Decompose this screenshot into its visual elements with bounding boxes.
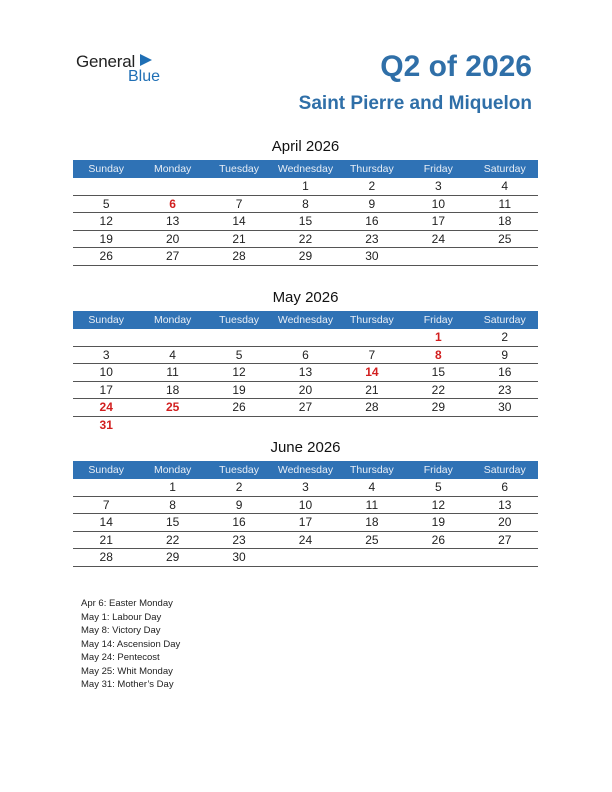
weekday-header: Thursday: [339, 461, 405, 479]
empty-day-cell: [472, 416, 538, 433]
day-cell: 30: [339, 248, 405, 266]
empty-day-cell: [339, 416, 405, 433]
day-cell: 30: [206, 549, 272, 567]
day-cell: 17: [272, 514, 338, 532]
day-cell: 13: [272, 364, 338, 382]
day-cell: 15: [139, 514, 205, 532]
weekday-header-row: [73, 311, 538, 329]
day-cell: 29: [272, 248, 338, 266]
day-cell: 13: [472, 496, 538, 514]
empty-day-cell: [139, 329, 205, 346]
day-cell: 21: [206, 230, 272, 248]
day-cell: 7: [339, 346, 405, 364]
empty-day-cell: [272, 329, 338, 346]
day-cell: 6: [139, 195, 205, 213]
day-cell: 20: [272, 381, 338, 399]
week-row: [73, 230, 538, 248]
weekday-header: Friday: [405, 160, 471, 178]
day-cell: 25: [339, 531, 405, 549]
day-cell: 19: [405, 514, 471, 532]
empty-day-cell: [73, 329, 139, 346]
day-cell: 3: [272, 479, 338, 496]
day-cell: 1: [272, 178, 338, 195]
day-cell: 2: [472, 329, 538, 346]
empty-day-cell: [472, 248, 538, 266]
empty-day-cell: [139, 178, 205, 195]
weekday-header: Sunday: [73, 160, 139, 178]
weekday-header: Thursday: [339, 160, 405, 178]
day-cell: 24: [272, 531, 338, 549]
day-cell: 4: [339, 479, 405, 496]
weekday-header: Sunday: [73, 461, 139, 479]
day-cell: 5: [73, 195, 139, 213]
day-cell: 29: [405, 399, 471, 417]
day-cell: 30: [472, 399, 538, 417]
logo-text-general: General: [76, 52, 136, 71]
weekday-header: Monday: [139, 461, 205, 479]
empty-day-cell: [272, 549, 338, 567]
month-april: [73, 137, 538, 266]
week-row: [73, 248, 538, 266]
empty-day-cell: [472, 549, 538, 567]
week-row: [73, 549, 538, 567]
week-row: [73, 479, 538, 496]
empty-day-cell: [139, 416, 205, 433]
day-cell: 11: [472, 195, 538, 213]
logo-text-blue: Blue: [128, 68, 161, 85]
day-cell: 15: [272, 213, 338, 231]
weekday-header: Saturday: [472, 461, 538, 479]
day-cell: 20: [139, 230, 205, 248]
holiday-note: May 25: Whit Monday: [81, 665, 173, 677]
page-title: Q2 of 2026: [380, 50, 532, 83]
day-cell: 16: [206, 514, 272, 532]
day-cell: 8: [272, 195, 338, 213]
day-cell: 25: [139, 399, 205, 417]
day-cell: 10: [405, 195, 471, 213]
day-cell: 14: [206, 213, 272, 231]
day-cell: 24: [405, 230, 471, 248]
day-cell: 7: [73, 496, 139, 514]
weekday-header: Wednesday: [272, 311, 338, 329]
week-row: [73, 496, 538, 514]
day-cell: 28: [339, 399, 405, 417]
week-row: [73, 213, 538, 231]
calendar-table: [73, 160, 538, 266]
day-cell: 10: [73, 364, 139, 382]
day-cell: 28: [73, 549, 139, 567]
day-cell: 26: [206, 399, 272, 417]
week-row: [73, 514, 538, 532]
day-cell: 24: [73, 399, 139, 417]
day-cell: 29: [139, 549, 205, 567]
weekday-header: Saturday: [472, 311, 538, 329]
day-cell: 26: [405, 531, 471, 549]
weekday-header: Wednesday: [272, 461, 338, 479]
weekday-header: Friday: [405, 461, 471, 479]
holiday-note: May 24: Pentecost: [81, 652, 160, 663]
day-cell: 27: [272, 399, 338, 417]
day-cell: 26: [73, 248, 139, 266]
day-cell: 5: [206, 346, 272, 364]
day-cell: 5: [405, 479, 471, 496]
weekday-header: Wednesday: [272, 160, 338, 178]
day-cell: 22: [139, 531, 205, 549]
empty-day-cell: [339, 549, 405, 567]
day-cell: 12: [73, 213, 139, 231]
day-cell: 16: [472, 364, 538, 382]
week-row: [73, 346, 538, 364]
month-june: [73, 438, 538, 567]
day-cell: 13: [139, 213, 205, 231]
holiday-note: May 31: Mother’s Day: [81, 679, 174, 690]
day-cell: 3: [405, 178, 471, 195]
day-cell: 22: [272, 230, 338, 248]
month-title: May 2026: [272, 289, 339, 306]
weekday-header: Monday: [139, 311, 205, 329]
day-cell: 10: [272, 496, 338, 514]
weekday-header: Saturday: [472, 160, 538, 178]
day-cell: 3: [73, 346, 139, 364]
day-cell: 4: [472, 178, 538, 195]
month-may: [73, 288, 538, 433]
day-cell: 21: [339, 381, 405, 399]
day-cell: 21: [73, 531, 139, 549]
day-cell: 23: [472, 381, 538, 399]
week-row: [73, 364, 538, 382]
holiday-notes: [81, 597, 180, 692]
day-cell: 17: [73, 381, 139, 399]
day-cell: 9: [339, 195, 405, 213]
day-cell: 20: [472, 514, 538, 532]
weekday-header-row: [73, 160, 538, 178]
holiday-note: May 14: Ascension Day: [81, 638, 181, 650]
empty-day-cell: [339, 329, 405, 346]
empty-day-cell: [206, 329, 272, 346]
empty-day-cell: [73, 479, 139, 496]
month-title: June 2026: [270, 439, 341, 456]
day-cell: 14: [73, 514, 139, 532]
day-cell: 4: [139, 346, 205, 364]
generalblue-logo: [76, 52, 176, 88]
week-row: [73, 416, 538, 433]
empty-day-cell: [73, 178, 139, 195]
day-cell: 12: [405, 496, 471, 514]
day-cell: 19: [73, 230, 139, 248]
day-cell: 6: [272, 346, 338, 364]
day-cell: 19: [206, 381, 272, 399]
week-row: [73, 531, 538, 549]
holiday-note: May 1: Labour Day: [81, 611, 162, 623]
holiday-note: May 8: Victory Day: [81, 625, 161, 636]
empty-day-cell: [206, 178, 272, 195]
day-cell: 12: [206, 364, 272, 382]
empty-day-cell: [405, 416, 471, 433]
page-subtitle: Saint Pierre and Miquelon: [298, 93, 532, 114]
weekday-header: Tuesday: [206, 311, 272, 329]
empty-day-cell: [206, 416, 272, 433]
day-cell: 25: [472, 230, 538, 248]
weekday-header: Monday: [139, 160, 205, 178]
day-cell: 11: [139, 364, 205, 382]
weekday-header: Tuesday: [206, 461, 272, 479]
day-cell: 2: [339, 178, 405, 195]
day-cell: 8: [405, 346, 471, 364]
day-cell: 1: [139, 479, 205, 496]
day-cell: 18: [472, 213, 538, 231]
day-cell: 1: [405, 329, 471, 346]
day-cell: 31: [99, 417, 113, 432]
day-cell: 15: [405, 364, 471, 382]
week-row: [73, 178, 538, 195]
empty-day-cell: [272, 416, 338, 433]
weekday-header: Friday: [405, 311, 471, 329]
day-cell: 16: [339, 213, 405, 231]
month-title: April 2026: [271, 138, 340, 155]
day-cell: 27: [139, 248, 205, 266]
day-cell: 2: [206, 479, 272, 496]
day-cell: 9: [206, 496, 272, 514]
day-cell: 27: [472, 531, 538, 549]
day-cell: 28: [206, 248, 272, 266]
day-cell: 9: [472, 346, 538, 364]
day-cell: 7: [206, 195, 272, 213]
weekday-header: Thursday: [339, 311, 405, 329]
day-cell: 18: [339, 514, 405, 532]
weekday-header: Sunday: [73, 311, 139, 329]
week-row: [73, 329, 538, 346]
weekday-header-row: [73, 461, 538, 479]
day-cell: 17: [405, 213, 471, 231]
day-cell: 23: [339, 230, 405, 248]
day-cell: 6: [472, 479, 538, 496]
empty-day-cell: [405, 549, 471, 567]
weekday-header: Tuesday: [206, 160, 272, 178]
day-cell: 14: [339, 364, 405, 382]
calendar-table: [73, 311, 538, 433]
day-cell: 11: [339, 496, 405, 514]
calendar-table: [73, 461, 538, 567]
week-row: [73, 381, 538, 399]
day-cell: 18: [139, 381, 205, 399]
week-row: [73, 195, 538, 213]
day-cell: 22: [405, 381, 471, 399]
day-cell: 23: [206, 531, 272, 549]
holiday-note: Apr 6: Easter Monday: [81, 598, 173, 609]
day-cell: 8: [139, 496, 205, 514]
week-row: [73, 399, 538, 417]
logo-flag-icon: [139, 53, 153, 67]
empty-day-cell: [405, 248, 471, 266]
